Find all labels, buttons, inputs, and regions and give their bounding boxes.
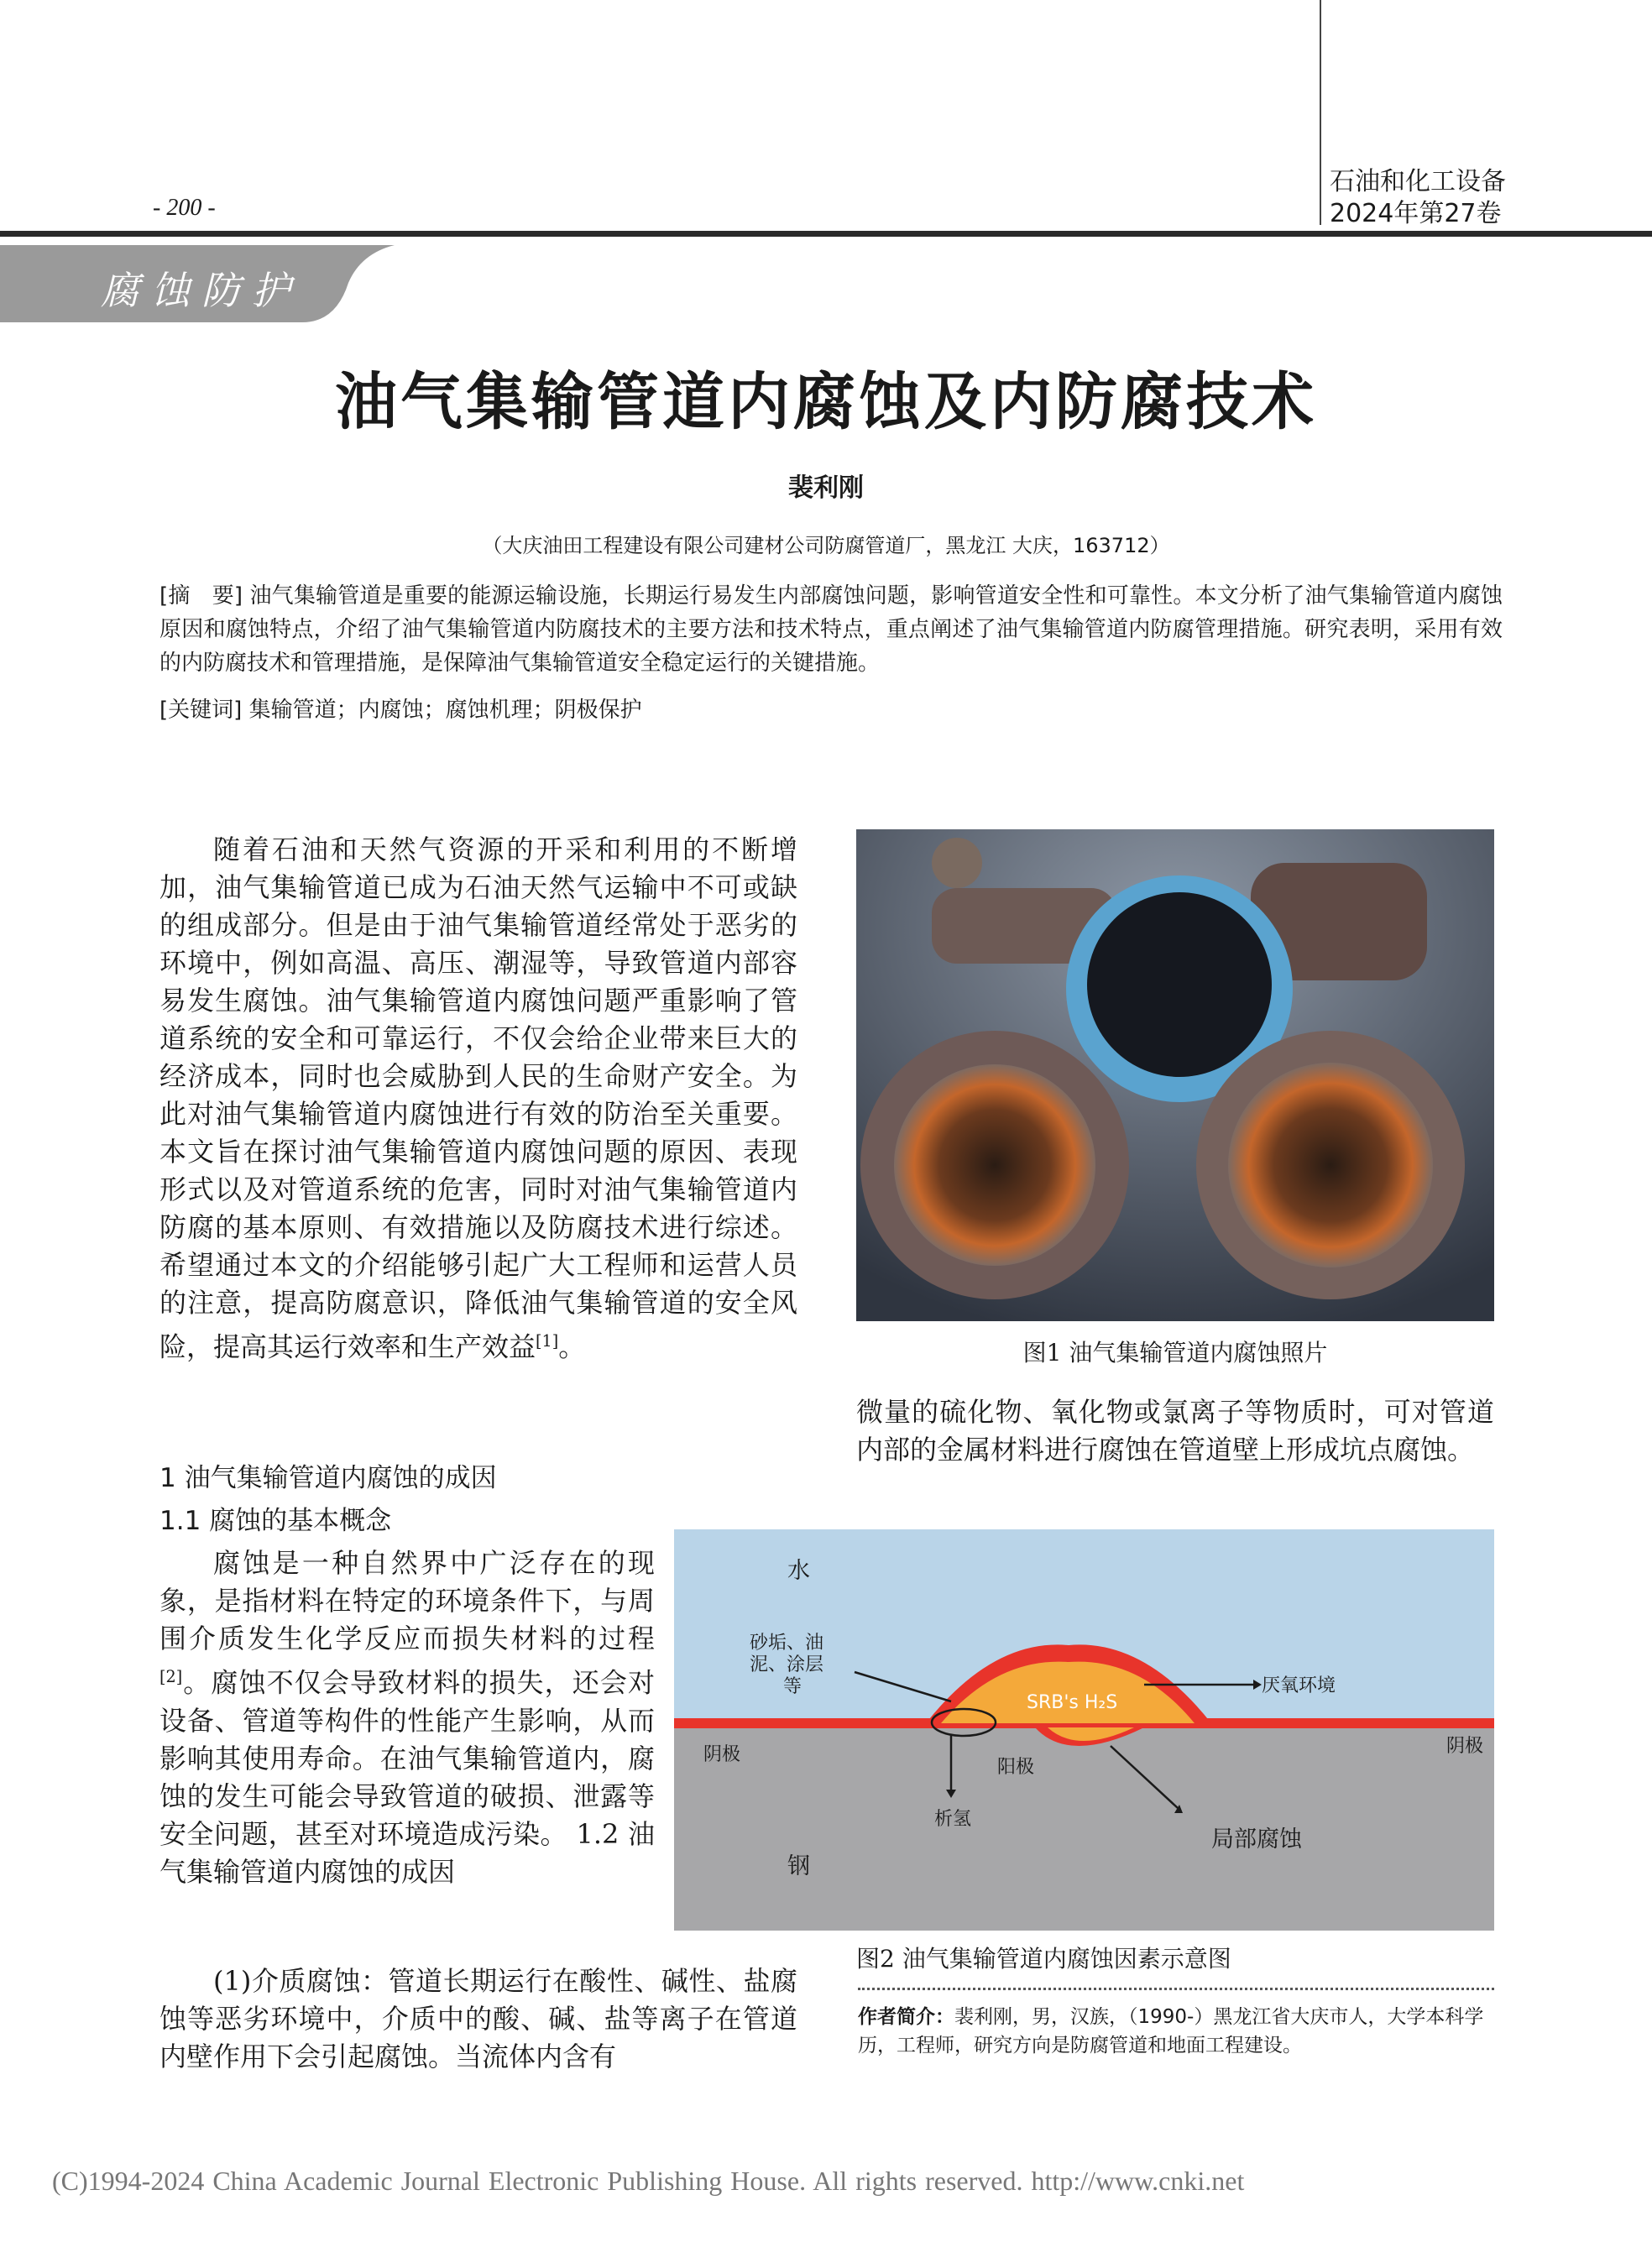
intro-text: 随着石油和天然气资源的开采和利用的不断增加，油气集输管道已成为石油天然气运输中不可或缺的组成部分。但是由于油气集输管道经常处于恶劣的环境中，例如高温、高压、潮湿等，导致管道内部容易发生腐蚀。油气集输管道内腐蚀问题严重影响了管道系统的安全和可靠运行，不仅会给企业带来巨大的经济成本，同时也会威胁到人民的生命财产安全。为此对油气集输管道内腐蚀进行有效的防治至关重要。本文旨在探讨油气集输管道内腐蚀问题的原因、表现形式以及对管道系统的危害，同时对油气集输管道内防腐的基本原则、有效措施以及防腐技术进行综述。希望通过本文的介绍能够引起广大工程师和运营人员的注意，提高防腐意识，降低油气集输管道的安全风险，提高其运行效率和生产效益 (159, 834, 797, 1363)
abstract-label: [摘 要] (159, 583, 243, 609)
label-deposit-3: 等 (783, 1676, 802, 1697)
label-cathode-left: 阴极 (703, 1744, 741, 1765)
figure-1-caption: 图1 油气集输管道内腐蚀照片 (1022, 1339, 1328, 1367)
corrosion-text-b: 。腐蚀不仅会导致材料的损失，还会对设备、管道等构件的性能产生影响，从而影响其使用寿命。在油气集输管道内，腐蚀的发生可能会导致管道的破损、泄露等安全问题，甚至对环境造成污染。 1.2 油气集输管道内腐蚀的成因 (159, 1666, 655, 1888)
label-local-corrosion: 局部腐蚀 (1211, 1827, 1302, 1853)
author-note-text: 裴利刚，男，汉族，（1990-）黑龙江省大庆市人，大学本科学历，工程师，研究方向是防腐管道和地面工程建设。 (858, 2006, 1484, 2056)
figure-2 (674, 1529, 1494, 1931)
author-affiliation: （大庆油田工程建设有限公司建材公司防腐管道厂，黑龙江 大庆，163712） (482, 534, 1170, 557)
section-tab (0, 245, 395, 322)
section-1-heading: 1 油气集输管道内腐蚀的成因 (159, 1463, 497, 1493)
section-label: 腐蚀防护 (101, 268, 302, 313)
keywords-label: [关键词] (159, 698, 243, 723)
article-author: 裴利刚 (788, 473, 864, 503)
label-deposit-1: 砂垢、油 (750, 1633, 824, 1654)
label-deposit-2: 泥、涂层 (750, 1654, 824, 1675)
label-hydrogen: 析氢 (934, 1809, 972, 1830)
page-number: - 200 - (153, 195, 216, 221)
intro-end: 。 (558, 1330, 586, 1363)
intro-paragraph (159, 831, 797, 1367)
label-steel: 钢 (787, 1853, 810, 1879)
section-1-1-heading: 1.1 腐蚀的基本概念 (159, 1506, 392, 1536)
label-anaerobic: 厌氧环境 (1262, 1675, 1336, 1696)
author-note-divider (858, 1988, 1494, 1990)
abstract-text: 油气集输管道是重要的能源运输设施，长期运行易发生内部腐蚀问题，影响管道安全性和可靠性。本文分析了油气集输管道内腐蚀原因和腐蚀特点，介绍了油气集输管道内防腐技术的主要方法和技术特点，重点阐述了油气集输管道内防腐管理措施。研究表明，采用有效的内防腐技术和管理措施，是保障油气集输管道安全稳定运行的关键措施。 (159, 583, 1503, 676)
figure-2-caption: 图2 油气集输管道内腐蚀因素示意图 (856, 1945, 1231, 1973)
keywords (159, 693, 1503, 727)
figure-1 (856, 829, 1494, 1321)
header-rule (0, 231, 1652, 237)
article-title: 油气集输管道内腐蚀及内防腐技术 (335, 366, 1317, 438)
copyright-footer: (C)1994-2024 China Academic Journal Electronic Publishing House. All rights reserved. http://www.cnki.net (52, 2166, 1245, 2196)
corrosion-text-a: 腐蚀是一种自然界中广泛存在的现象，是指材料在特定的环境条件下，与周围介质发生化学反应而损失材料的过程 (159, 1547, 655, 1654)
corrosion-concept-paragraph (159, 1544, 655, 1891)
journal-info (1330, 166, 1506, 230)
label-cathode-right: 阴极 (1446, 1736, 1484, 1757)
medium-corrosion-paragraph: (1)介质腐蚀：管道长期运行在酸性、碱性、盐腐蚀等恶劣环境中，介质中的酸、碱、盐等离子在管道内壁作用下会引起腐蚀。当流体内含有 (159, 1965, 797, 2072)
label-anode: 阳极 (997, 1757, 1035, 1778)
author-note (858, 2003, 1513, 2060)
intro-ref: [1] (536, 1331, 559, 1351)
journal-name: 石油和化工设备 (1330, 167, 1506, 196)
abstract (159, 579, 1503, 680)
header-divider (1320, 0, 1321, 225)
right-column-continuation: 微量的硫化物、氧化物或氯离子等物质时，可对管道内部的金属材料进行腐蚀在管道壁上形成坑点腐蚀。 (856, 1396, 1494, 1466)
corrosion-ref: [2] (159, 1667, 183, 1686)
label-water: 水 (787, 1558, 810, 1584)
label-srb: SRB's H₂S (1027, 1692, 1118, 1713)
corrosion-factors-diagram (674, 1529, 1494, 1931)
author-note-label: 作者简介： (858, 2006, 954, 2028)
keywords-text: 集输管道；内腐蚀；腐蚀机理；阴极保护 (248, 698, 642, 723)
corroded-pipes-photo (856, 829, 1494, 1321)
journal-issue: 2024年第27卷 (1330, 199, 1502, 228)
